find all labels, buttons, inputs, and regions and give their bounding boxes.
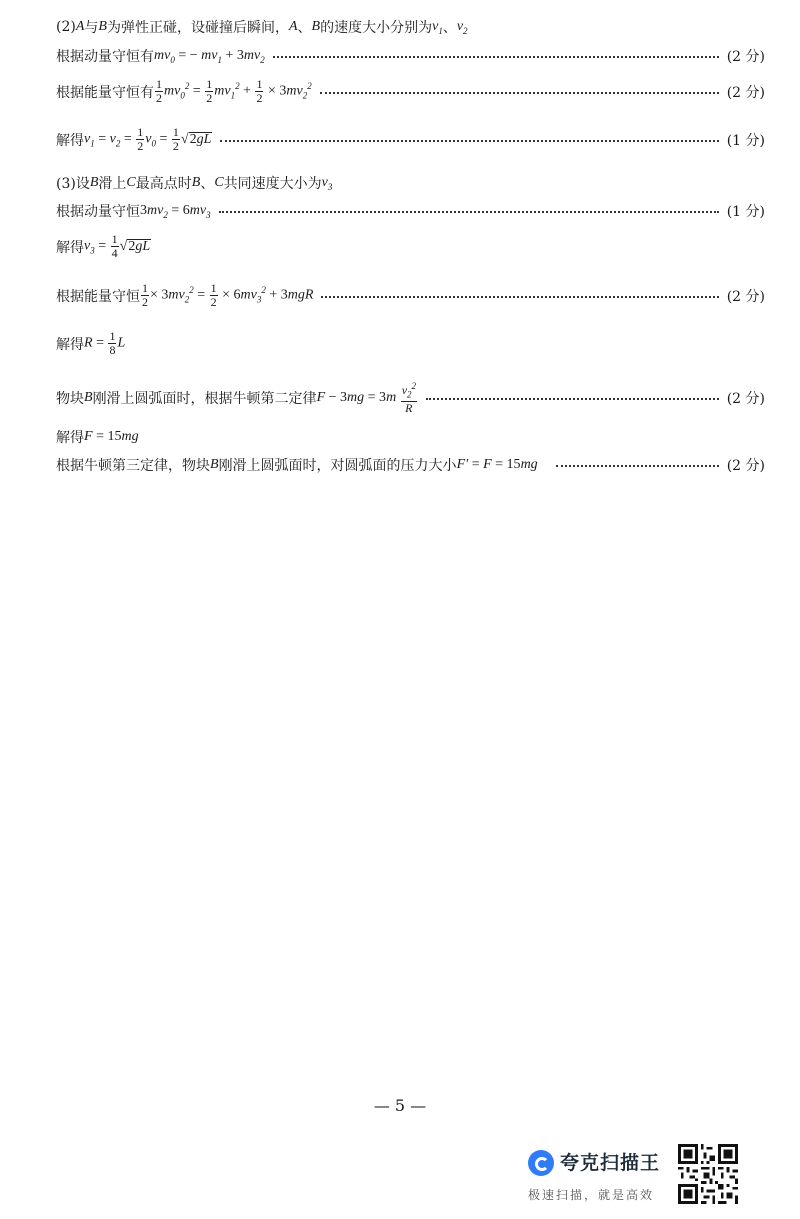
step-label: 解得: [56, 132, 84, 149]
leader-dots: [273, 56, 719, 58]
step-label: 解得: [56, 430, 84, 446]
text: 为弹性正碰，设碰撞后瞬间，: [106, 20, 289, 36]
math: $v_1$: [432, 18, 443, 36]
equation: $v_3$ = $\frac{1}{4}$ √ 2gL: [84, 232, 151, 260]
equation: $\frac{1}{2}$ $mv_0^2$ = $\frac{1}{2}$ $mv_1^2$ + $\frac{1}{2}$ × $3mv_2^2$: [156, 77, 312, 105]
part-label: (3)设: [56, 176, 90, 192]
score: (2 分): [726, 84, 765, 101]
step-label: 刚滑上圆弧面时，根据牛顿第二定律: [92, 390, 317, 407]
leader-dots: [320, 92, 719, 94]
math: B: [98, 19, 107, 34]
leader-dots: [426, 398, 719, 400]
text: 共同速度大小为: [223, 176, 322, 192]
text: 、: [442, 20, 457, 36]
equation: R = $\frac{1}{8}$ L: [84, 329, 126, 357]
equation: F − 3mg = 3m $\frac{v_2^2}{R}$: [316, 381, 417, 416]
math: B: [191, 175, 201, 190]
part-label: (2): [56, 19, 76, 35]
equation: $v_1 = v_2$ = $\frac{1}{2}$ $v_0$ = $\frac{1}{2}$ √ 2gL: [84, 125, 212, 153]
momentum-equation-2: [56, 201, 765, 221]
math: B: [89, 175, 99, 190]
text: 、: [200, 176, 215, 192]
text: 最高点时: [135, 176, 192, 192]
qr-code-icon: [678, 1144, 738, 1204]
text: 滑上: [98, 176, 127, 192]
step-label: 根据动量守恒: [56, 204, 140, 220]
leader-dots: [220, 140, 718, 142]
leader-dots: [219, 211, 719, 213]
equation: $3mv_2 = 6mv_3$: [140, 202, 211, 220]
step-label: 根据能量守恒有: [56, 84, 154, 101]
step-label: 解得: [56, 239, 84, 256]
solve-equation-1: [56, 126, 765, 153]
solve-equation-3: [56, 330, 765, 357]
score: (2 分): [726, 49, 765, 65]
math: A: [75, 19, 85, 34]
equation: F = 15mg: [84, 429, 139, 444]
part3-intro: [56, 173, 765, 193]
equation: $\frac{1}{2}$ × $3mv_2^2$ = $\frac{1}{2}$ × $6mv_3^2 + 3mgR$: [142, 281, 314, 309]
quark-logo-icon: [528, 1150, 554, 1176]
energy-equation-2: [56, 282, 765, 309]
math: C: [126, 175, 136, 190]
leader-dots: [556, 465, 719, 467]
equation: $mv_0$ = − $mv_1 + 3mv_2$: [154, 47, 265, 65]
page-number: — 5 —: [373, 1096, 427, 1115]
score: (2 分): [726, 288, 765, 305]
text: 与: [84, 20, 99, 36]
leader-dots: [321, 296, 718, 298]
watermark-slogan: 极速扫描，就是高效: [528, 1188, 655, 1202]
math: C: [214, 175, 224, 190]
step-label: 刚滑上圆弧面时，对圆弧面的压力大小: [218, 458, 457, 474]
math: $v_2$: [456, 18, 468, 36]
text: 的速度大小分别为: [320, 20, 433, 36]
solve-equation-4: [56, 427, 765, 447]
scanner-watermark: [526, 1144, 736, 1210]
equation: F′ = F = 15mg: [456, 457, 538, 472]
newton-third-law: [56, 455, 765, 475]
step-label: 根据牛顿第三定律，物块: [56, 458, 210, 474]
step-label: 根据动量守恒有: [56, 49, 154, 65]
step-label: 解得: [56, 336, 84, 353]
math: B: [84, 389, 93, 405]
math: $v_3$: [321, 174, 333, 192]
score: (1 分): [726, 204, 765, 220]
score: (2 分): [726, 390, 765, 407]
part2-intro: [56, 17, 765, 37]
text: 、: [297, 20, 312, 36]
math: B: [311, 19, 321, 34]
score: (1 分): [726, 132, 765, 149]
step-label: 物块: [56, 390, 84, 407]
newton-second-law: [56, 380, 765, 415]
step-label: 根据能量守恒: [56, 288, 140, 305]
score: (2 分): [726, 458, 765, 474]
math: B: [210, 457, 219, 472]
watermark-title: 夸克扫描王: [560, 1152, 661, 1174]
momentum-equation-1: [56, 46, 765, 66]
math: A: [288, 19, 298, 34]
solve-equation-2: [56, 233, 765, 260]
energy-equation-1: [56, 78, 765, 105]
